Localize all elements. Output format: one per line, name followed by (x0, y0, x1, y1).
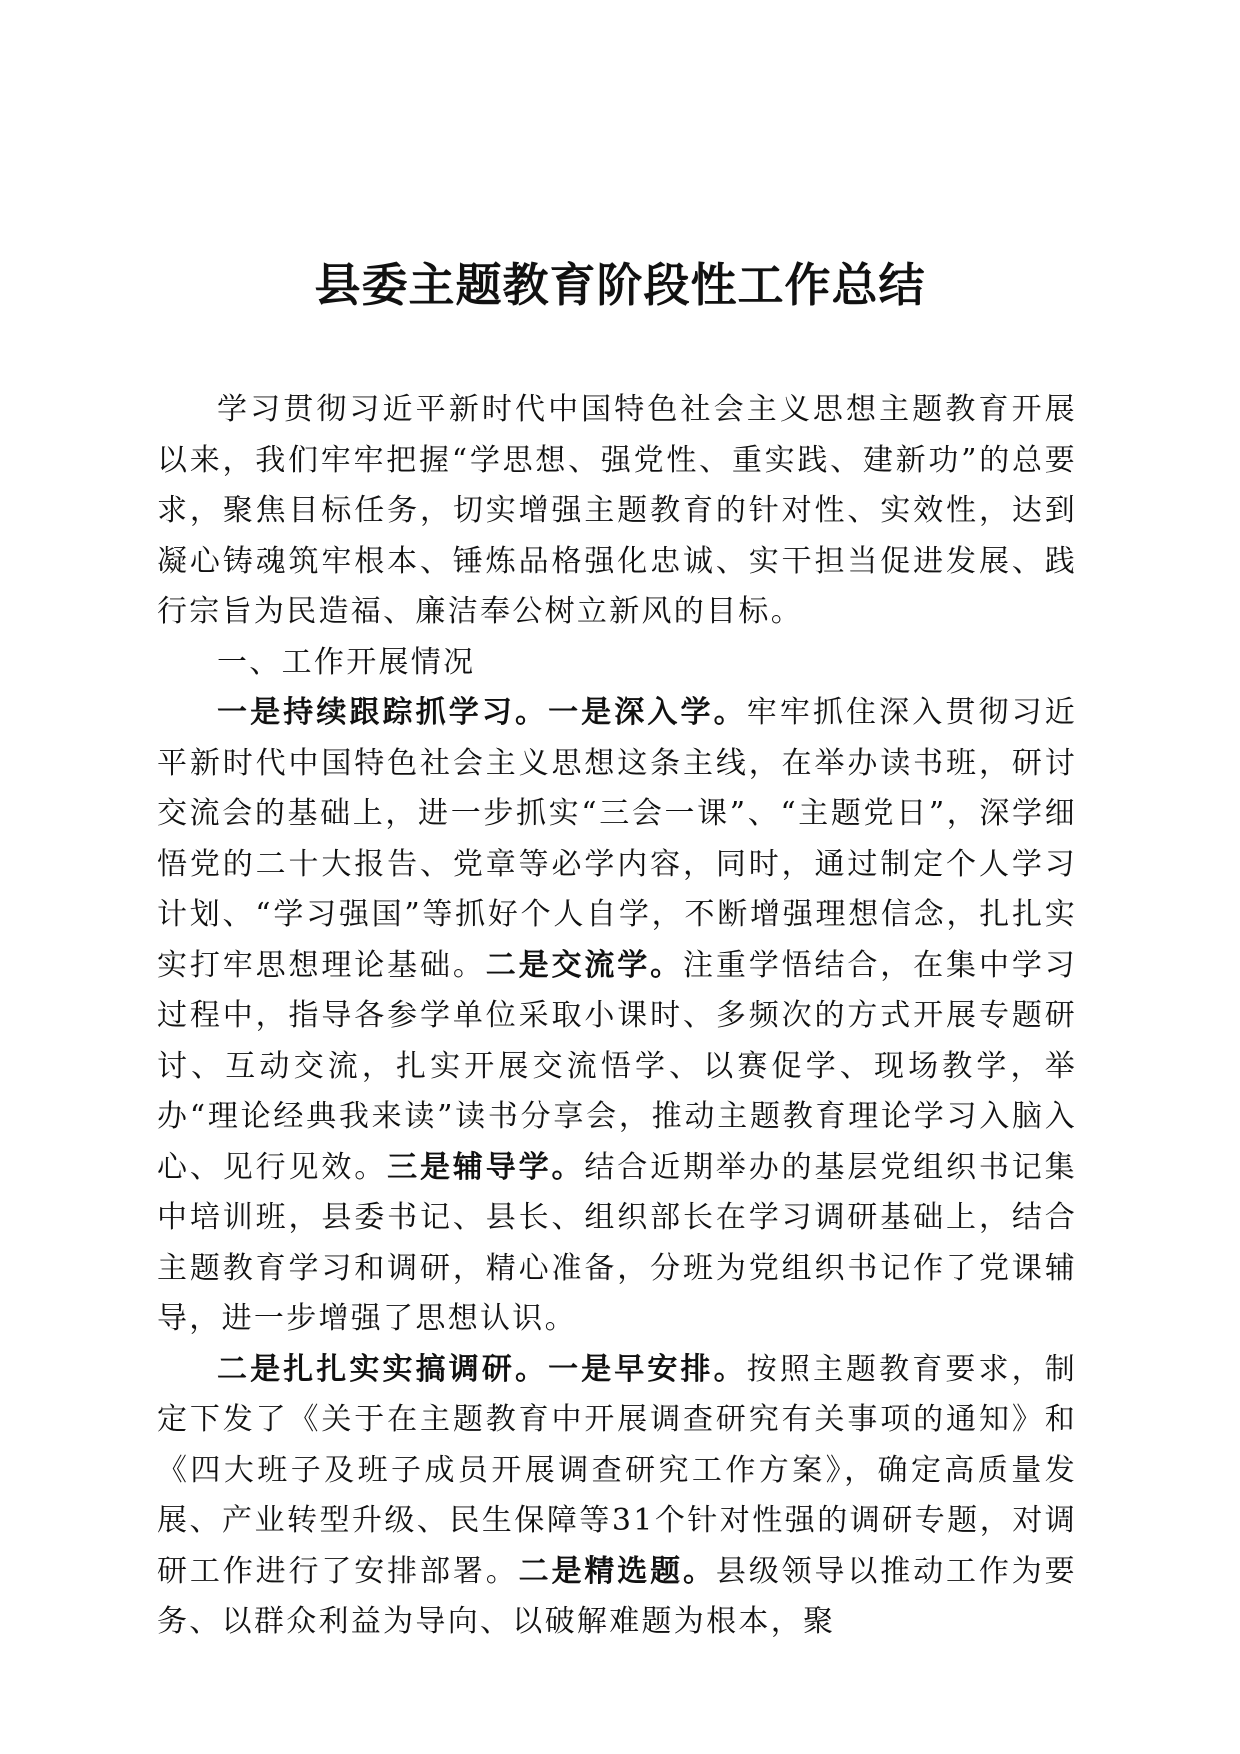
study-sub1-text: 牢牢抓住深入贯彻习近平新时代中国特色社会主义思想这条主线，在举办读书班，研讨交流会的基础上，进一步抓实“三会一课”、“主题党日”，深学细悟党的二十大报告、党章等必学内容，同时，通过制定个人学习计划、“学习强国”等抓好个人自学，不断增强理想信念，扎扎实实打牢思想理论基础。 (157, 695, 1078, 983)
research-sub1-label: 一是早安排。 (548, 1351, 747, 1387)
study-sub2-text: 注重学悟结合，在集中学习过程中，指导各参学单位采取小课时、多频次的方式开展专题研讨、互动交流，扎实开展交流悟学、以赛促学、现场教学，举办“理论经典我来读”读书分享会，推动主题教育理论学习入脑入心、见行见效。 (157, 947, 1077, 1185)
document-title: 县委主题教育阶段性工作总结 (314, 258, 926, 312)
paragraph-study-lead: 一是持续跟踪抓学习。 (217, 695, 549, 730)
paragraph-study (157, 688, 1077, 1345)
study-sub3-label: 三是辅导学。 (387, 1149, 585, 1185)
document-body (157, 385, 1077, 1648)
section-heading-1: 一、工作开展情况 (217, 644, 476, 680)
paragraph-research-lead: 二是扎扎实实搞调研。 (217, 1351, 549, 1387)
research-sub1-text: 按照主题教育要求，制定下发了《关于在主题教育中开展调查研究有关事项的通知》和《四大班子及班子成员开展调查研究工作方案》，确定高质量发展、产业转型升级、民生保障等31个针对性强的调研专题，对调研工作进行了安排部署。 (157, 1351, 1078, 1589)
research-sub2-label: 二是精选题。 (518, 1553, 716, 1589)
paragraph-research (157, 1345, 1077, 1648)
intro-paragraph: 学习贯彻习近平新时代中国特色社会主义思想主题教育开展以来，我们牢牢把握“学思想、强党性、重实践、建新功”的总要求，聚焦目标任务，切实增强主题教育的针对性、实效性，达到凝心铸魂筑牢根本、锤炼品格强化忠诚、实干担当促进发展、践行宗旨为民造福、廉洁奉公树立新风的目标。 (157, 392, 1077, 629)
study-sub3-text: 结合近期举办的基层党组织书记集中培训班，县委书记、县长、组织部长在学习调研基础上，结合主题教育学习和调研，精心准备，分班为党组织书记作了党课辅导，进一步增强了思想认识。 (157, 1149, 1077, 1336)
research-sub2-text: 县级领导以推动工作为要务、以群众利益为导向、以破解难题为根本，聚 (157, 1553, 1077, 1639)
study-sub1-label: 一是深入学。 (548, 695, 747, 730)
study-sub2-label: 二是交流学。 (485, 947, 684, 983)
